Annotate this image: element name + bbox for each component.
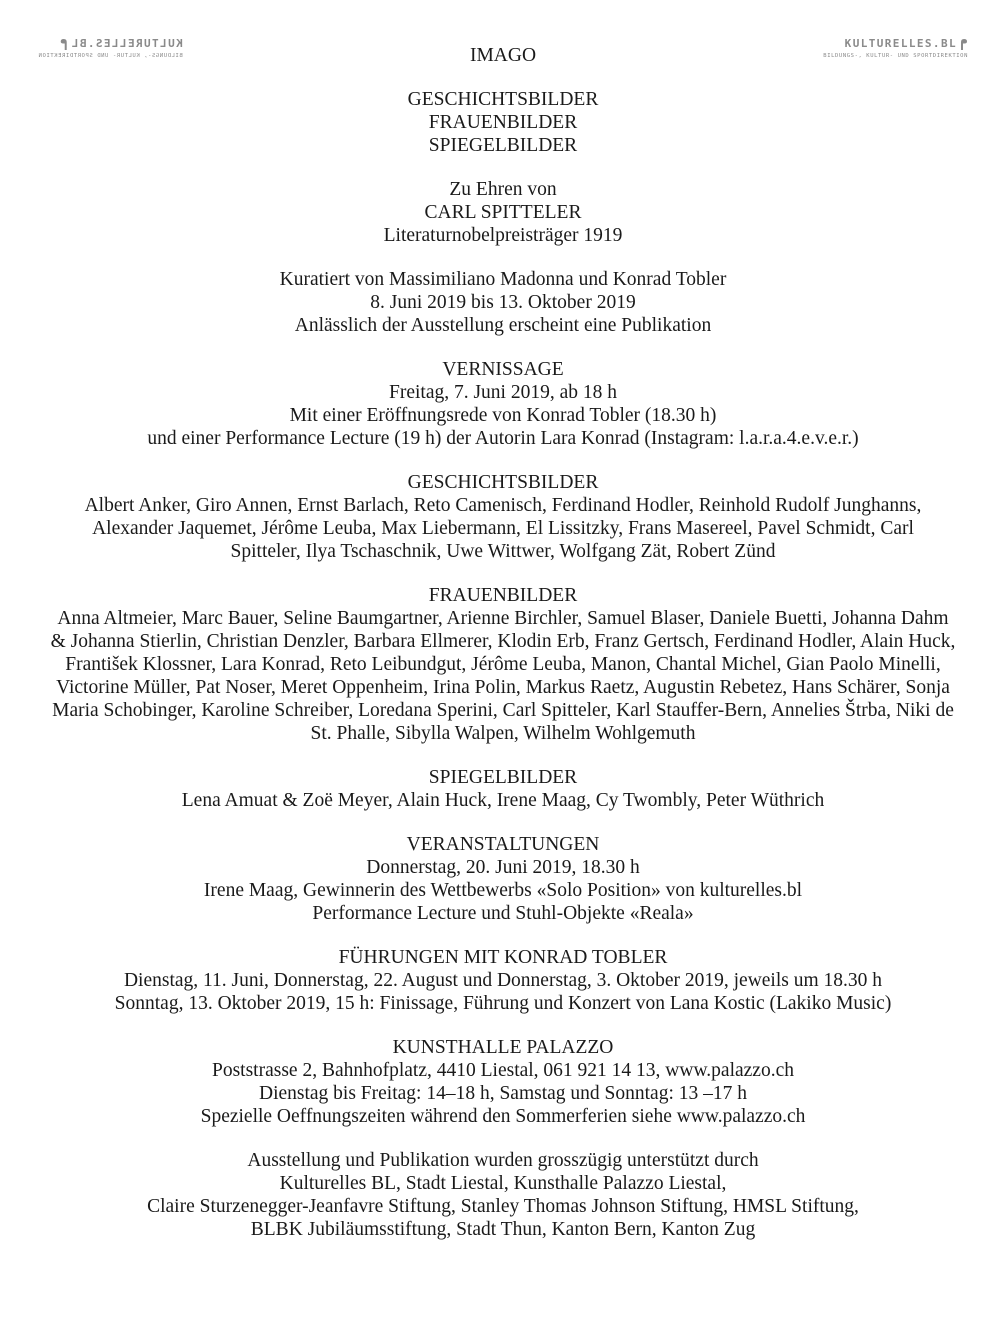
- section-heading: KUNSTHALLE PALAZZO: [392, 1037, 614, 1058]
- event-detail: Performance Lecture und Stuhl-Objekte «Reala»: [312, 903, 694, 924]
- logo-text-mirrored: KULTURELLES.BL: [70, 37, 183, 50]
- vernissage-speech: Mit einer Eröffnungsrede von Konrad Tobler (18.30 h): [289, 405, 717, 426]
- logo-subtext: BILDUNGS-, KULTUR- UND SPORTDIREKTION: [823, 53, 968, 59]
- finissage: Sonntag, 13. Oktober 2019, 15 h: Finissage, Führung und Konzert von Lana Kostic (Lakiko Music): [114, 993, 892, 1014]
- logo-text: KULTURELLES.BL: [844, 37, 957, 50]
- fuehrungen-section: [0, 946, 1006, 1015]
- tour-dates: Dienstag, 11. Juni, Donnerstag, 22. August und Donnerstag, 3. Oktober 2019, jeweils um 18.30 h: [123, 970, 883, 991]
- sponsors-line: Claire Sturzenegger-Jeanfavre Stiftung, Stanley Thomas Johnson Stiftung, HMSL Stiftung,: [147, 1196, 859, 1217]
- sponsors-line: BLBK Jubiläumsstiftung, Stadt Thun, Kanton Bern, Kanton Zug: [250, 1219, 756, 1240]
- section-heading: GESCHICHTSBILDER: [407, 472, 599, 493]
- vernissage-lecture: und einer Performance Lecture (19 h) der Autorin Lara Konrad (Instagram: l.a.r.a.4.e.v.e.r.): [147, 428, 859, 449]
- exhibition-announcement: [0, 44, 1006, 1262]
- frauenbilder-section: [0, 584, 1006, 745]
- vernissage-section: [0, 358, 1006, 450]
- subtitle-block: [0, 88, 1006, 157]
- section-heading: VERNISSAGE: [442, 359, 564, 380]
- vernissage-date: Freitag, 7. Juni 2019, ab 18 h: [388, 382, 618, 403]
- exhibition-dates: 8. Juni 2019 bis 13. Oktober 2019: [370, 292, 636, 313]
- logo-subtext-mirrored: BILDUNGS-, KULTUR- UND SPORTDIREKTION: [38, 53, 183, 59]
- section-heading: SPIEGELBILDER: [428, 767, 578, 788]
- exhibition-title: IMAGO: [469, 45, 537, 66]
- artist-list: Anna Altmeier, Marc Bauer, Seline Baumgartner, Arienne Birchler, Samuel Blaser, Daniele Buetti, Johanna Dahm & Johanna Stierlin, Christian Denzler, Barbara Ellmerer, Klodin Erb, Franz Gertsch, Ferdinand Hodler, Alain Huck, František Klossner, Lara Konrad, Reto Leibundgut, Jérôme Leuba, Manon, Chantal Michel, Gian Paolo Minelli, Victorine Müller, Pat Noser, Meret Oppenheim, Irina Polin, Markus Raetz, Augustin Rebetez, Hans Schärer, Sonja Maria Schobinger, Karoline Schreiber, Loredana Sperini, Carl Spitteler, Karl Stauffer-Bern, Annelies Štrba, Niki de St. Phalle, Sibylla Walpen, Wilhelm Wohlgemuth: [50, 608, 956, 744]
- kunsthalle-section: [0, 1036, 1006, 1128]
- honoree-name: CARL SPITTELER: [424, 202, 582, 223]
- subtitle-geschichtsbilder: GESCHICHTSBILDER: [407, 89, 599, 110]
- support-section: [0, 1149, 1006, 1241]
- venue-address: Poststrasse 2, Bahnhofplatz, 4410 Liestal, 061 921 14 13, www.palazzo.ch: [211, 1060, 794, 1081]
- subtitle-frauenbilder: FRAUENBILDER: [428, 112, 578, 133]
- section-heading: FÜHRUNGEN MIT KONRAD TOBLER: [338, 947, 668, 968]
- honor-intro: Zu Ehren von: [449, 179, 557, 200]
- spiegelbilder-section: [0, 766, 1006, 812]
- honoree-title: Literaturnobelpreisträger 1919: [383, 225, 623, 246]
- event-description: Irene Maag, Gewinnerin des Wettbewerbs «Solo Position» von kulturelles.bl: [203, 880, 803, 901]
- honor-block: [0, 178, 1006, 247]
- publication-note: Anlässlich der Ausstellung erscheint eine Publikation: [294, 315, 712, 336]
- curators: Kuratiert von Massimiliano Madonna und Konrad Tobler: [279, 269, 727, 290]
- curation-block: [0, 268, 1006, 337]
- artist-list: Lena Amuat & Zoë Meyer, Alain Huck, Irene Maag, Cy Twombly, Peter Wüthrich: [181, 790, 825, 811]
- summer-hours: Spezielle Oeffnungszeiten während den Sommerferien siehe www.palazzo.ch: [200, 1106, 806, 1127]
- sponsors-line: Kulturelles BL, Stadt Liestal, Kunsthalle Palazzo Liestal,: [279, 1173, 727, 1194]
- geschichtsbilder-section: [0, 471, 1006, 563]
- support-intro: Ausstellung und Publikation wurden grosszügig unterstützt durch: [247, 1150, 759, 1171]
- event-date: Donnerstag, 20. Juni 2019, 18.30 h: [366, 857, 640, 878]
- section-heading: FRAUENBILDER: [428, 585, 578, 606]
- artist-list: Albert Anker, Giro Annen, Ernst Barlach, Reto Camenisch, Ferdinand Hodler, Reinhold Rudolf Junghanns, Alexander Jaquemet, Jérôme Leuba, Max Liebermann, El Lissitzky, Frans Masereel, Pavel Schmidt, Carl Spitteler, Ilya Tschaschnik, Uwe Wittwer, Wolfgang Zät, Robert Zünd: [84, 495, 922, 562]
- section-heading: VERANSTALTUNGEN: [406, 834, 600, 855]
- title-block: [0, 44, 1006, 67]
- subtitle-spiegelbilder: SPIEGELBILDER: [428, 135, 578, 156]
- veranstaltungen-section: [0, 833, 1006, 925]
- opening-hours: Dienstag bis Freitag: 14–18 h, Samstag und Sonntag: 13 –17 h: [258, 1083, 747, 1104]
